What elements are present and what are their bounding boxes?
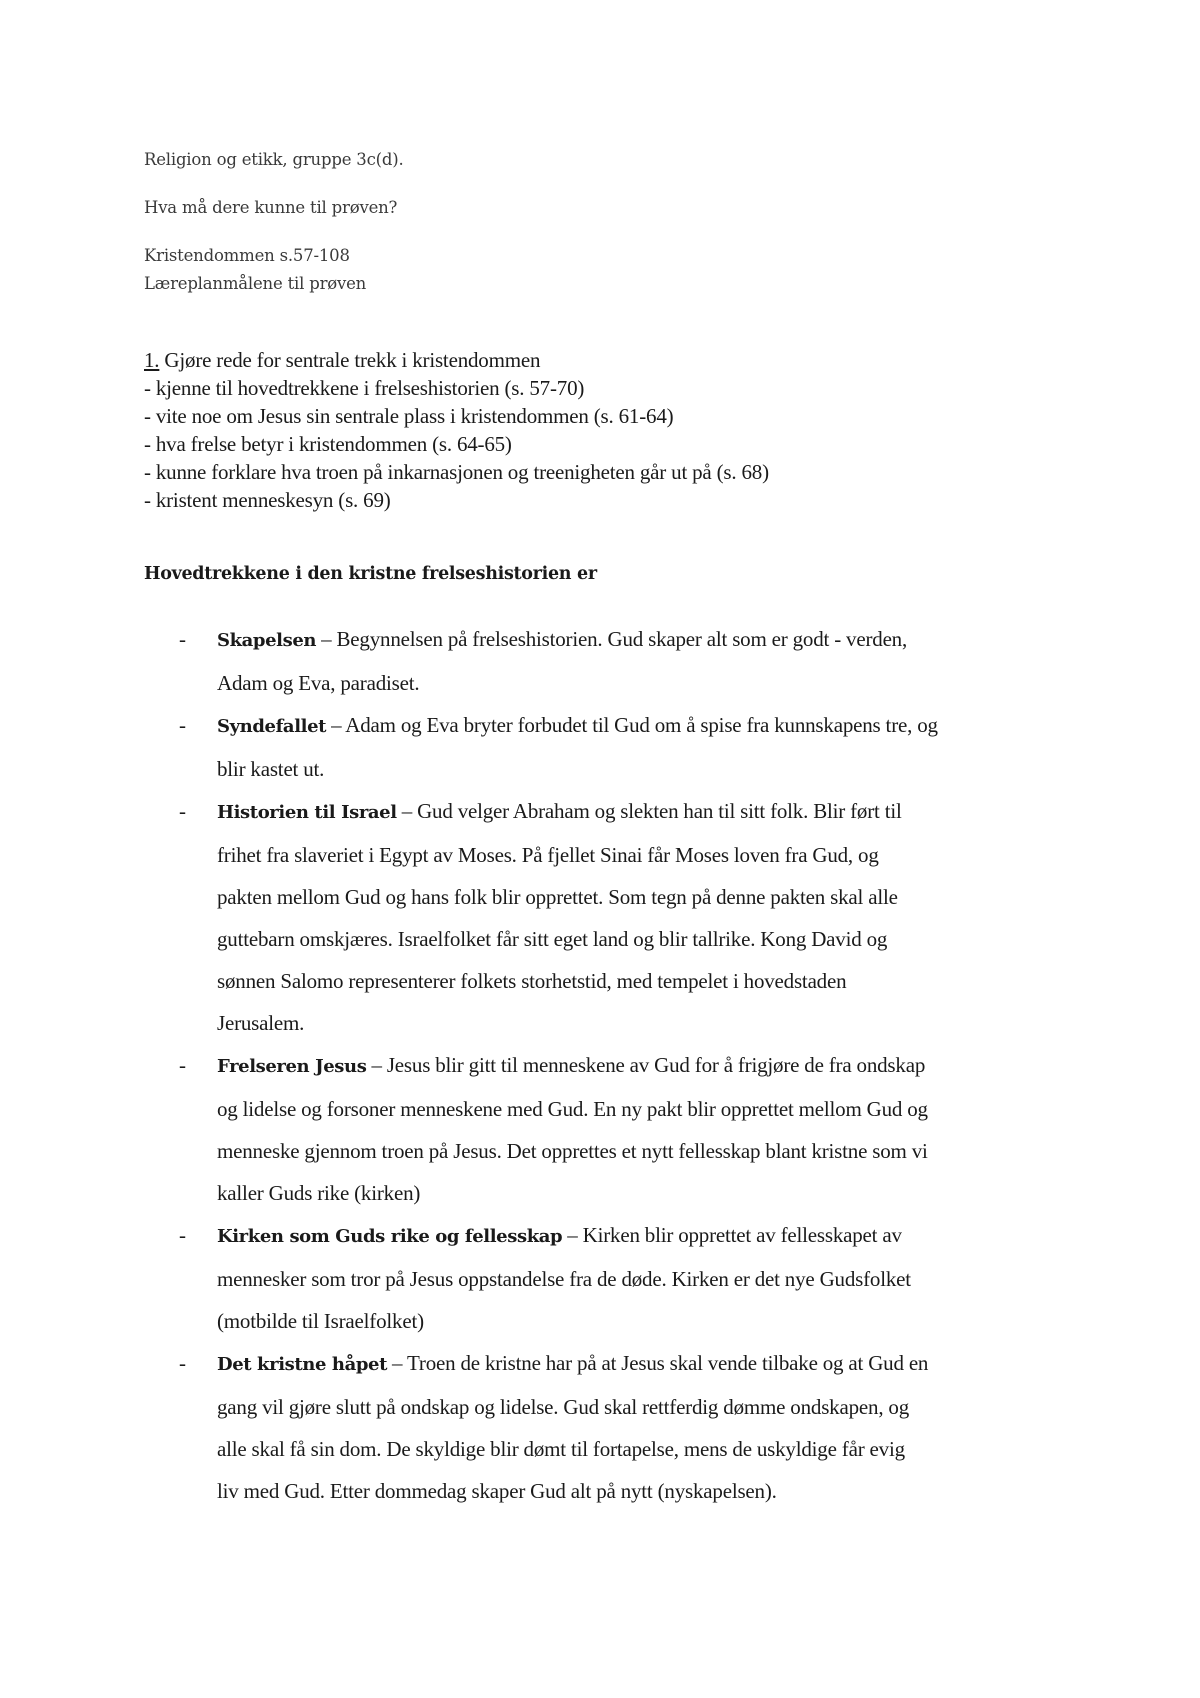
list-item [144, 790, 1064, 1044]
list-item [144, 1214, 1064, 1342]
item-term: Historien til Israel [217, 802, 397, 823]
item-text-line: gang vil gjøre slutt på ondskap og lidelse. Gud skal rettferdig dømme ondskapen, og [217, 1395, 910, 1419]
item-text-line: mennesker som tror på Jesus oppstandelse fra de døde. Kirken er det nye Gudsfolket [217, 1267, 911, 1291]
goals-title: Læreplanmålene til prøven [144, 274, 367, 293]
list-dash: - [179, 1053, 186, 1077]
curriculum-goals [144, 346, 1064, 514]
salvation-history-list [144, 618, 1064, 1512]
item-term: Det kristne håpet [217, 1354, 387, 1375]
list-item [144, 618, 1064, 704]
list-dash: - [179, 1223, 186, 1247]
item-text-line: – Troen de kristne har på at Jesus skal vende tilbake og at Gud en [387, 1351, 929, 1375]
item-text-line: Adam og Eva, paradiset. [217, 671, 420, 695]
list-dash: - [179, 713, 186, 737]
list-item [144, 1342, 1064, 1512]
item-term: Syndefallet [217, 716, 327, 737]
list-dash: - [179, 799, 186, 823]
list-item [144, 1044, 1064, 1214]
goal-item: - vite noe om Jesus sin sentrale plass i kristendommen (s. 61-64) [144, 404, 674, 428]
item-text-line: blir kastet ut. [217, 757, 325, 781]
goal-number: 1. [144, 348, 160, 372]
item-text-line: kaller Guds rike (kirken) [217, 1181, 421, 1205]
item-text-line: Jerusalem. [217, 1011, 305, 1035]
item-text-line: – Adam og Eva bryter forbudet til Gud om å spise fra kunnskapens tre, og [326, 713, 938, 737]
item-term: Frelseren Jesus [217, 1056, 367, 1077]
item-text-line: alle skal få sin dom. De skyldige blir dømt til fortapelse, mens de uskyldige får evig [217, 1437, 905, 1461]
item-text-line: frihet fra slaveriet i Egypt av Moses. På fjellet Sinai får Moses loven fra Gud, og [217, 843, 879, 867]
item-text-line: sønnen Salomo representerer folkets storhetstid, med tempelet i hovedstaden [217, 969, 847, 993]
item-text-line: – Gud velger Abraham og slekten han til sitt folk. Blir ført til [396, 799, 902, 823]
goal-item: - kunne forklare hva troen på inkarnasjonen og treenigheten går ut på (s. 68) [144, 460, 769, 484]
item-text-line: menneske gjennom troen på Jesus. Det opprettes et nytt fellesskap blant kristne som vi [217, 1139, 928, 1163]
goal-item: - kjenne til hovedtrekkene i frelseshistorien (s. 57-70) [144, 376, 585, 400]
page-range: Kristendommen s.57-108 [144, 246, 350, 265]
list-dash: - [179, 627, 186, 651]
goal-item: - hva frelse betyr i kristendommen (s. 64-65) [144, 432, 512, 456]
course-title: Religion og etikk, gruppe 3c(d). [144, 150, 404, 169]
item-text-line: – Jesus blir gitt til menneskene av Gud for å frigjøre de fra ondskap [366, 1053, 926, 1077]
item-term: Kirken som Guds rike og fellesskap [217, 1226, 563, 1247]
item-text-line: (motbilde til Israelfolket) [217, 1309, 424, 1333]
item-term: Skapelsen [217, 630, 317, 651]
section-heading: Hovedtrekkene i den kristne frelseshistorien er [144, 564, 597, 584]
list-item [144, 704, 1064, 790]
item-text-line: pakten mellom Gud og hans folk blir opprettet. Som tegn på denne pakten skal alle [217, 885, 898, 909]
list-dash: - [179, 1351, 186, 1375]
exam-question: Hva må dere kunne til prøven? [144, 198, 398, 217]
item-text-line: liv med Gud. Etter dommedag skaper Gud alt på nytt (nyskapelsen). [217, 1479, 777, 1503]
document-header [144, 146, 1064, 514]
goal-heading [144, 346, 1064, 374]
item-text-line: – Begynnelsen på frelseshistorien. Gud skaper alt som er godt - verden, [316, 627, 908, 651]
item-text-line: og lidelse og forsoner menneskene med Gud. En ny pakt blir opprettet mellom Gud og [217, 1097, 928, 1121]
goal-title: Gjøre rede for sentrale trekk i kristendommen [164, 348, 541, 372]
item-text-line: guttebarn omskjæres. Israelfolket får sitt eget land og blir tallrike. Kong David og [217, 927, 888, 951]
goal-item: - kristent menneskesyn (s. 69) [144, 488, 391, 512]
item-text-line: – Kirken blir opprettet av fellesskapet av [562, 1223, 902, 1247]
